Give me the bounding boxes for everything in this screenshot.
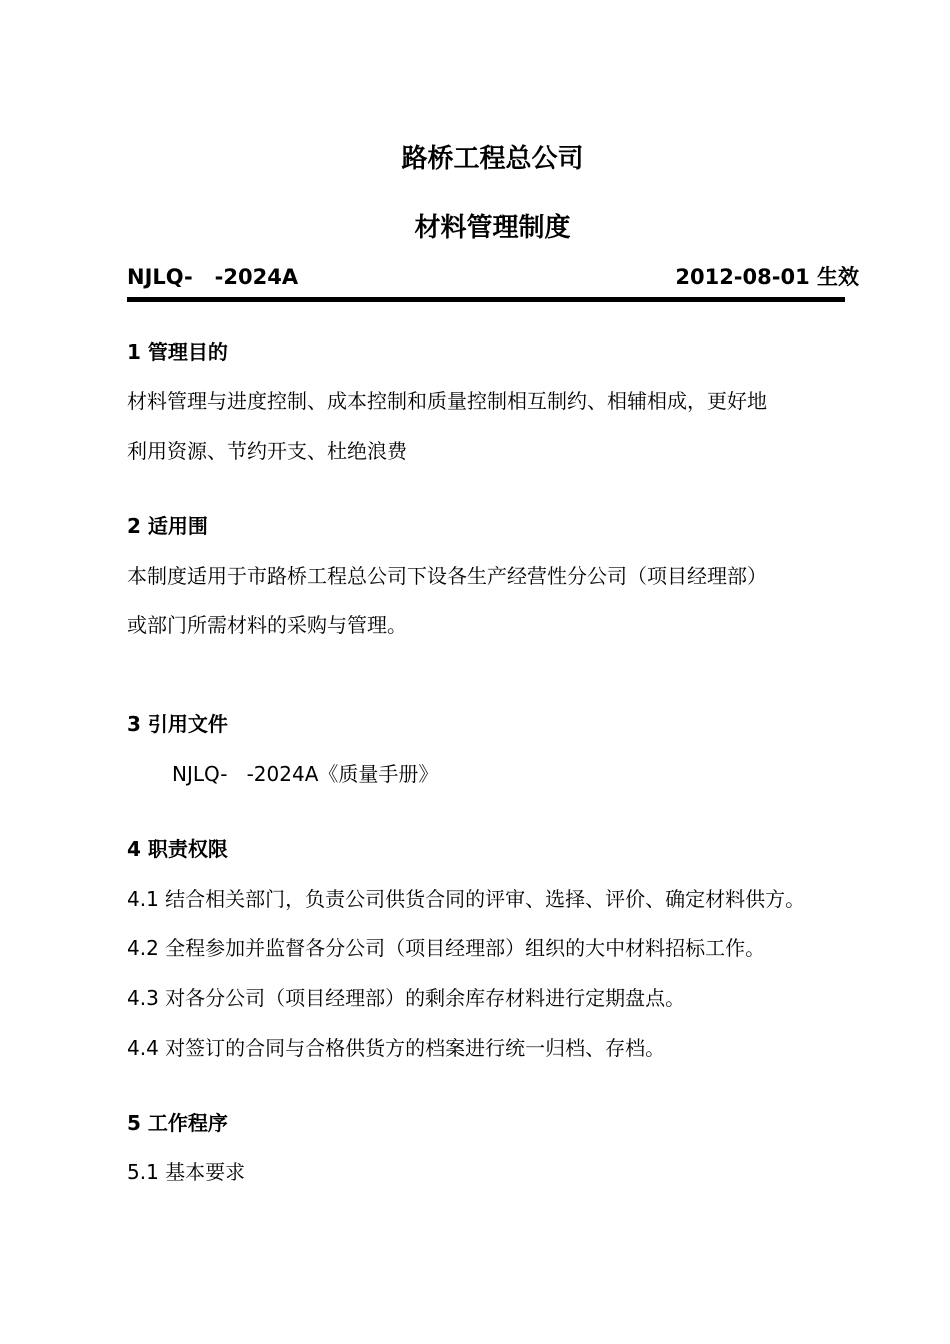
list-item: 4.1 结合相关部门，负责公司供货合同的评审、选择、评价、确定材料供方。 (127, 887, 806, 911)
paragraph-line: 或部门所需材料的采购与管理。 (127, 613, 407, 637)
effective-date: 2012-08-01 生效 (675, 265, 859, 289)
section-heading-references: 3 引用文件 (127, 712, 228, 736)
document-code: NJLQ- -2024A (127, 265, 299, 289)
document-title: 材料管理制度 (414, 213, 571, 243)
reference-line: NJLQ- -2024A《质量手册》 (172, 762, 439, 786)
list-item: 4.4 对签订的合同与合格供货方的档案进行统一归档、存档。 (127, 1036, 666, 1060)
paragraph-line: 利用资源、节约开支、杜绝浪费 (127, 439, 407, 463)
list-item: 4.3 对各分公司（项目经理部）的剩余库存材料进行定期盘点。 (127, 986, 686, 1010)
list-item: 4.2 全程参加并监督各分公司（项目经理部）组织的大中材料招标工作。 (127, 936, 766, 960)
paragraph-line: 材料管理与进度控制、成本控制和质量控制相互制约、相辅相成，更好地 (127, 389, 767, 413)
section-heading-purpose: 1 管理目的 (127, 340, 228, 364)
paragraph-line: 本制度适用于市路桥工程总公司下设各生产经营性分公司（项目经理部） (127, 564, 767, 588)
company-title: 路桥工程总公司 (401, 144, 584, 174)
header-divider (127, 297, 845, 302)
section-heading-procedure: 5 工作程序 (127, 1111, 228, 1135)
section-heading-scope: 2 适用围 (127, 514, 208, 538)
document-code-line (127, 262, 859, 292)
section-heading-responsibilities: 4 职责权限 (127, 837, 228, 861)
subsection-heading: 5.1 基本要求 (127, 1160, 246, 1184)
